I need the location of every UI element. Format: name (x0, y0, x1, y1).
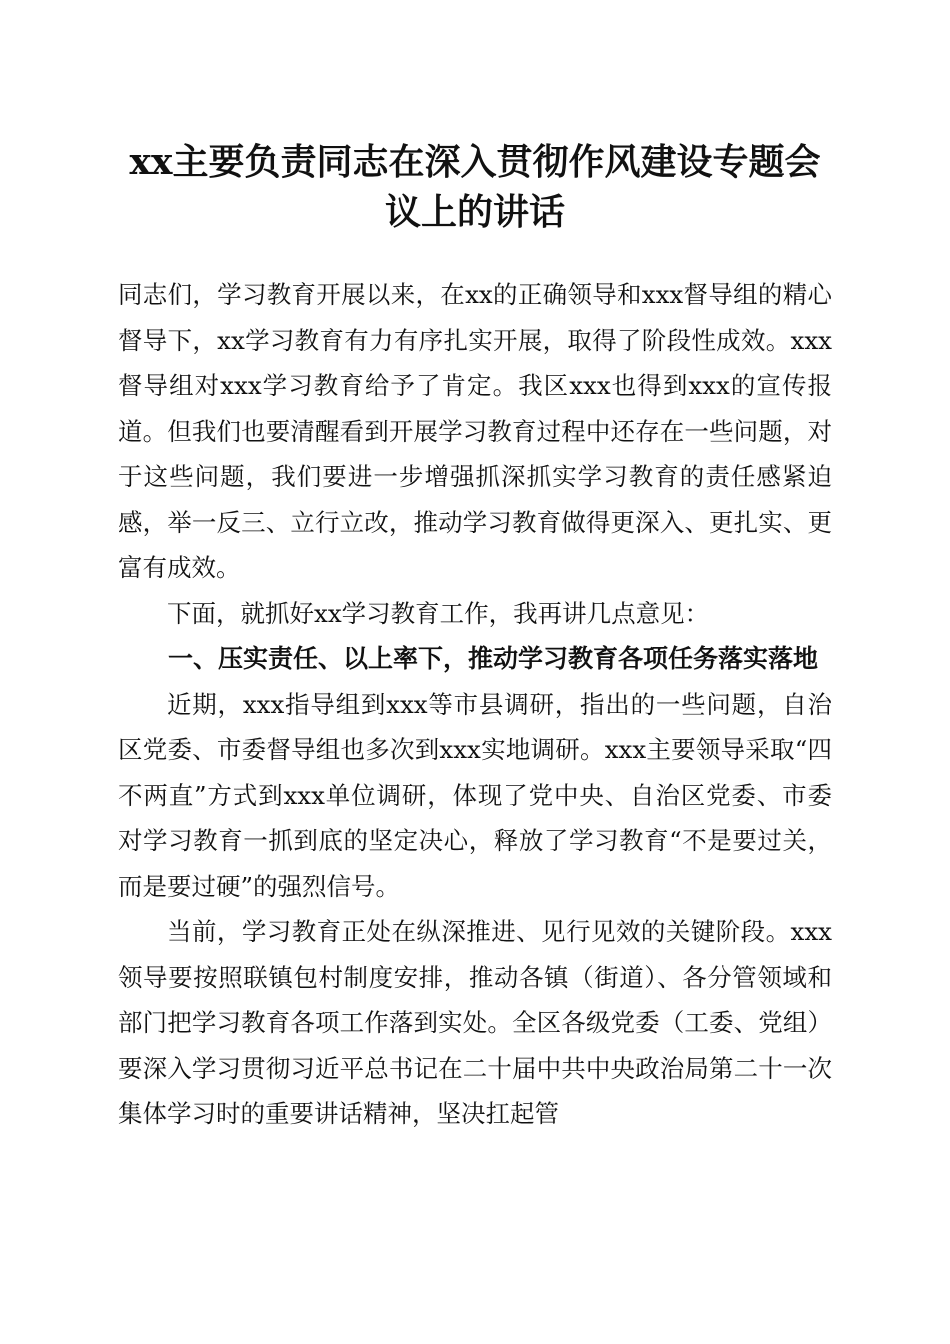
section-heading-1: 一、压实责任、以上率下，推动学习教育各项任务落实落地 (168, 644, 819, 673)
body-paragraph-2: 当前，学习教育正处在纵深推进、见行见效的关键阶段。xxx领导要按照联镇包村制度安排，推动各镇（街道）、各分管领域和部门把学习教育各项工作落到实处。全区各级党委（工委、党组）要深入学习贯彻习近平总书记在二十届中共中央政治局第二十一次集体学习时的重要讲话精神，坚决扛起管 (118, 917, 832, 1128)
document-title: xx主要负责同志在深入贯彻作风建设专题会议上的讲话 (129, 141, 821, 233)
body-paragraph-1: 近期，xxx指导组到xxx等市县调研，指出的一些问题，自治区党委、市委督导组也多次到xxx实地调研。xxx主要领导采取“四不两直”方式到xxx单位调研，体现了党中央、自治区党委、市委对学习教育一抓到底的坚定决心，释放了学习教育“不是要过关，而是要过硬”的强烈信号。 (118, 689, 832, 901)
document-body (118, 272, 832, 1137)
transition-paragraph: 下面，就抓好xx学习教育工作，我再讲几点意见： (167, 598, 710, 628)
opening-paragraph: 同志们，学习教育开展以来，在xx的正确领导和xxx督导组的精心督导下，xx学习教育有力有序扎实开展，取得了阶段性成效。xxx督导组对xxx学习教育给予了肯定。我区xxx也得到xxx的宣传报道。但我们也要清醒看到开展学习教育过程中还存在一些问题，对于这些问题，我们要进一步增强抓深抓实学习教育的责任感紧迫感，举一反三、立行立改，推动学习教育做得更深入、更扎实、更富有成效。 (118, 280, 832, 582)
